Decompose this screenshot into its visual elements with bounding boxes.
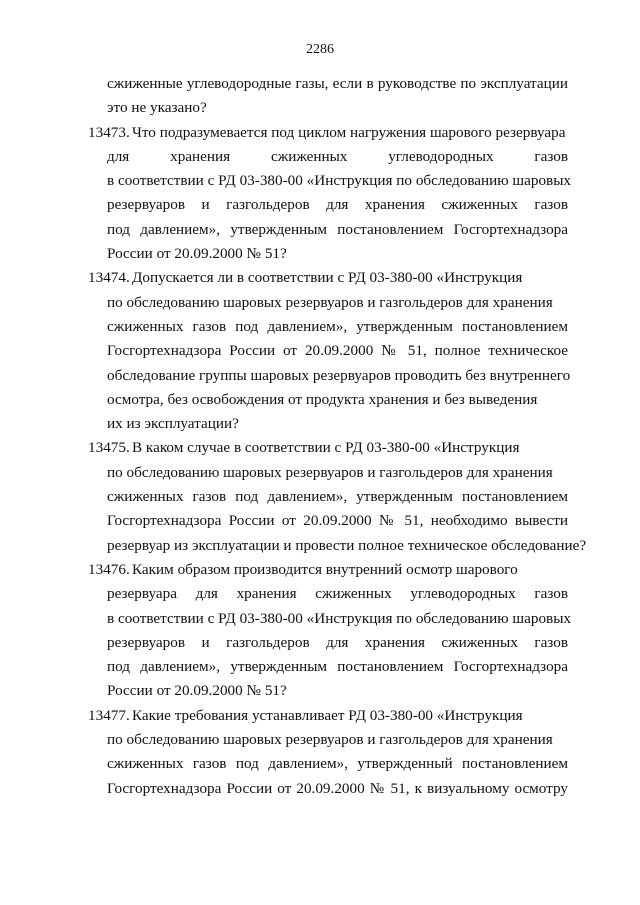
question-line: по обследованию шаровых резервуаров и газгольдеров для хранения [107,463,553,481]
carryover-line: сжиженные углеводородные газы, если в руководстве по эксплуатации [107,75,568,92]
question-line: в соответствии с РД 03-380-00 «Инструкция по обследованию шаровых [107,172,572,190]
question-line: Госгортехнадзора России от 20.09.2000 № 51, необходимо вывести [107,512,568,530]
question-line: резервуаров и газгольдеров для хранения сжиженных газов [107,633,568,651]
question-first-line [88,704,568,728]
question-line: России от 20.09.2000 № 51? [107,245,287,263]
question-line: в соответствии с РД 03-380-00 «Инструкция по обследованию шаровых [107,609,572,627]
question-text: В каком случае в соответствии с РД 03-380-00 «Инструкция [132,439,520,457]
question-first-line [88,436,568,460]
question-number: 13477. [88,706,130,724]
question-line: резервуар из эксплуатации и провести полное техническое обследование? [107,536,587,554]
page-number: 2286 [306,42,334,57]
question-line: России от 20.09.2000 № 51? [107,682,287,700]
question-number: 13475. [88,439,130,457]
question-line: под давлением», утвержденным постановлением Госгортехнадзора [107,220,568,238]
question-first-line [88,558,568,582]
question-line: осмотра, без освобождения от продукта хранения и без выведения [107,390,538,408]
document-body [88,72,587,801]
question-line: Госгортехнадзора России от 20.09.2000 № 51, к визуальному осмотру [107,779,568,797]
question-text: Что подразумевается под циклом нагружения шарового резервуара [132,123,566,141]
question-number: 13476. [88,560,130,578]
question-first-line [88,266,568,290]
question-text: Допускается ли в соответствии с РД 03-380-00 «Инструкция [132,269,523,287]
carryover-line: это не указано? [107,99,207,117]
question-line: по обследованию шаровых резервуаров и газгольдеров для хранения [107,293,553,311]
question-13477 [88,704,568,801]
question-text: Каким образом производится внутренний осмотр шарового [132,560,518,578]
question-first-line [88,121,568,145]
question-line: сжиженных газов под давлением», утвержденный постановлением [107,755,568,773]
question-line: резервуара для хранения сжиженных углеводородных газов [107,585,568,603]
question-line: обследование группы шаровых резервуаров проводить без внутреннего [107,366,571,384]
question-line: их из эксплуатации? [107,415,239,433]
question-number: 13473. [88,123,130,141]
question-line: по обследованию шаровых резервуаров и газгольдеров для хранения [107,731,553,749]
question-line: для хранения сжиженных углеводородных газов [107,147,568,165]
question-number: 13474. [88,269,130,287]
question-13476 [88,558,572,704]
question-line: сжиженных газов под давлением», утвержденным постановлением [107,317,568,335]
question-13475 [88,436,587,557]
question-line: сжиженных газов под давлением», утвержденным постановлением [107,488,568,506]
question-line: резервуаров и газгольдеров для хранения сжиженных газов [107,196,568,214]
question-text: Какие требования устанавливает РД 03-380-00 «Инструкция [132,706,523,724]
question-line: Госгортехнадзора России от 20.09.2000 № 51, полное техническое [107,342,568,360]
question-13473 [88,121,572,267]
question-line: под давлением», утвержденным постановлением Госгортехнадзора [107,658,568,676]
question-13474 [88,266,571,436]
